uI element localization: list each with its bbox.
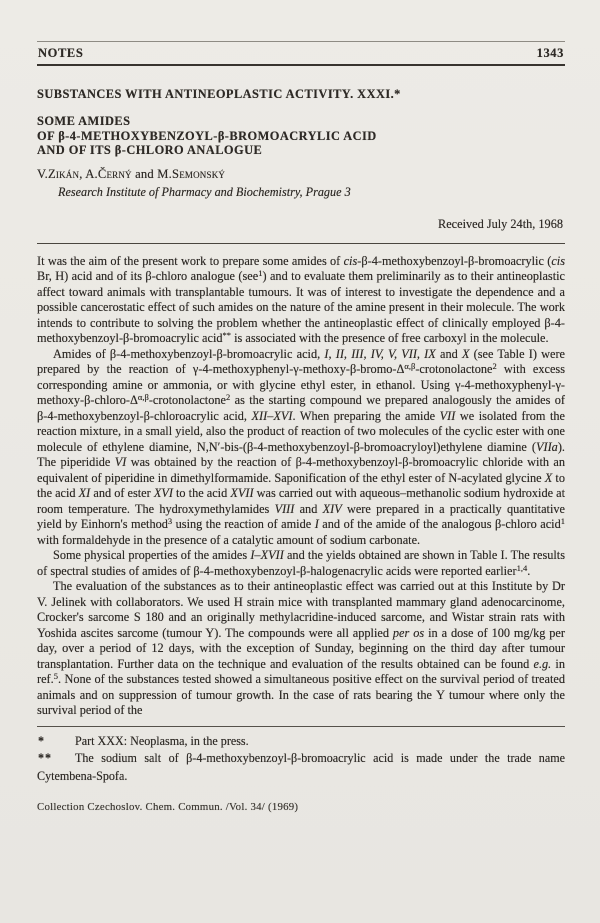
running-head: NOTES bbox=[38, 46, 84, 60]
authors-line: V.Zikán, A.Černý and M.Semonský bbox=[37, 166, 226, 181]
article-title-line-1: SOME AMIDES bbox=[37, 114, 131, 128]
abstract-divider-rule bbox=[37, 243, 565, 244]
affiliation-line: Research Institute of Pharmacy and Biochemistry, Prague 3 bbox=[58, 184, 351, 199]
article-title-line-2: OF β-4-METHOXYBENZOYL-β-BROMOACRYLIC ACID bbox=[37, 128, 377, 143]
page-header bbox=[37, 42, 565, 66]
body-paragraph-4: The evaluation of the substances as to their antineoplastic effect was carried out at this Institute by Dr V. Jelinek with collaborators. We used H strain mice with transplanted mammary gland adenocarcinome, Crocker's sarcome S 180 and an originally methylacridine-induced sarcome, and Wistar strain rats with Yoshida ascites sarcome (tumour Y). The compounds were all applied per os in a dose of 100 mg/kg per day, over a period of 12 days, with the exception of Sunday, beginning on the third day after tumour transplantation. Further data on the technique and evaluation of the results obtained can be found e.g. in ref.$^5$. None of the substances tested showed a simultaneous positive effect on the survival period of treated animals and on suppression of tumour growth. In the case of rats bearing the Y tumour where only the survival period of the bbox=[37, 579, 565, 718]
article-title bbox=[37, 114, 565, 158]
footnote-1 bbox=[37, 733, 565, 751]
received-date: Received July 24th, 1968 bbox=[438, 216, 563, 231]
footnote-1-marker: * bbox=[38, 733, 46, 748]
body-paragraph-1: It was the aim of the present work to prepare some amides of cis-β-4-methoxybenzoyl-β-bromoacrylic (cis Br, H) acid and of its β-chloro analogue (see$^1$) and to evaluate them preliminarily as to their antineoplastic affect toward animals with transplantable tumours. It was of interest to investigate the dependence and a possible cancerostatic effect of such amides on the nature of the amine present in their molecule. The work intends to contribute to solving the problem whether the antineoplastic effect of clinically employed β-4-methoxybenzoyl-β-bromoacrylic acid** is associated with the presence of free carboxyl in the molecule. bbox=[37, 253, 565, 346]
article-title-line-3: AND OF ITS β-CHLORO ANALOGUE bbox=[37, 143, 263, 158]
footnote-2-marker: ** bbox=[38, 751, 53, 766]
journal-citation-footer: Collection Czechoslov. Chem. Commun. /Vol. 34/ (1969) bbox=[37, 801, 299, 814]
article-body bbox=[37, 254, 565, 719]
footnote-divider-rule bbox=[37, 726, 565, 727]
footnotes-block bbox=[37, 733, 565, 786]
page-number: 1343 bbox=[536, 46, 564, 60]
body-paragraph-3: Some physical properties of the amides I–XVII and the yields obtained are shown in Table I. The results of spectral studies of amides of β-4-methoxybenzoyl-β-halogenacrylic acids were reported earlier$^{1,4}$. bbox=[37, 548, 566, 578]
body-paragraph-2: Amides of β-4-methoxybenzoyl-β-bromoacrylic acid, I, II, III, IV, V, VII, IX and X (see Table I) were prepared by the reaction of $\gamma-4-methoxyphenyl-\gamma-methoxy-\beta-bromo-\Delta^{\alpha,\beta}-crotonolactone^2$ with excess corresponding amine or ammonia, or with glycine ethyl ester, in ethanol. Using $\gamma-4-methoxyphenyl-\gamma-methoxy-\beta-chloro-\Delta^{\alpha,\beta}-crotonolactone^2$ as the starting compound we prepared analogously the amides of β-4-methoxybenzoyl-β-chloroacrylic acid, XII–XVI. When preparing the amide VII we isolated from the reaction mixture, in a small yield, also the product of reaction of two molecules of the cyclic ester with one molecule of ethylene diamine, N,N′-bis-(β-4-methoxybenzoyl-β-bromoacryloyl)ethylene diamine (VIIa). The piperidide VI was obtained by the reaction of β-4-methoxybenzoyl-β-bromoacrylic chloride with an equivalent of piperidine in dimethylformamide. Saponification of the ethyl ester of N-acylated glycine X to the acid XI and of ester XVI to the acid XVII was carried out with aqueous–methanolic sodium hydroxide at room temperature. The hydroxymethylamides VIII and XIV were prepared in a practically quantitative yield by Einhorn's method$^3$ using the reaction of amide I and of the amide of the analogous β-chloro acid$^1$ with formaldehyde in the presence of a catalytic amount of sodium carbonate. bbox=[37, 346, 566, 547]
footnote-1-text: Part XXX: Neoplasma, in the press. bbox=[75, 733, 249, 748]
series-title: SUBSTANCES WITH ANTINEOPLASTIC ACTIVITY. XXXI.* bbox=[37, 87, 401, 101]
footnote-2-text: The sodium salt of β-4-methoxybenzoyl-β-bromoacrylic acid is made under the trade name Cytembena-Spofa. bbox=[37, 751, 565, 783]
footnote-2 bbox=[37, 750, 565, 785]
